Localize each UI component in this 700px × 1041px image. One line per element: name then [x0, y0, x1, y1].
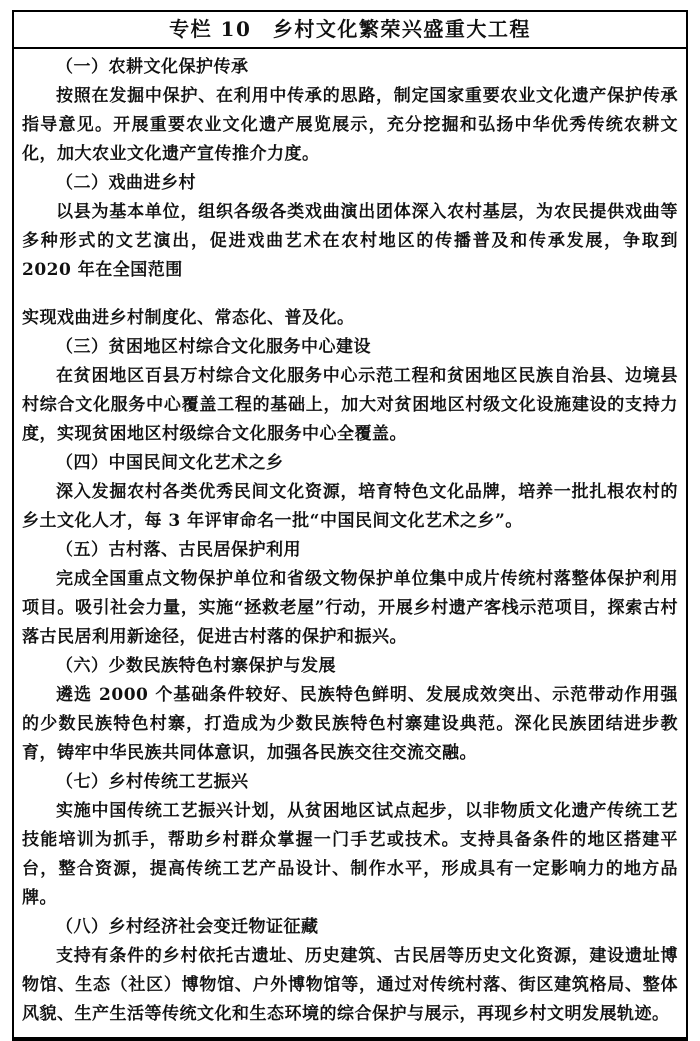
section-heading: （七）乡村传统工艺振兴: [56, 772, 249, 792]
section-body: 支持有条件的乡村依托古遗址、历史建筑、古民居等历史文化资源，建设遗址博物馆、生态（社区）博物馆、户外博物馆等，通过对传统村落、街区建筑格局、整体风貌、生产生活等传统文化和生态环境的综合保护与展示，再现乡村文明发展轨迹。: [22, 946, 678, 1024]
section-7: [22, 768, 678, 913]
section-4: [22, 449, 678, 536]
section-body: 实施中国传统工艺振兴计划，从贫困地区试点起步，以非物质文化遗产传统工艺技能培训为抓手，帮助乡村群众掌握一门手艺或技术。支持具备条件的地区搭建平台，整合资源，提高传统工艺产品设计、制作水平，形成具有一定影响力的地方品牌。: [22, 801, 678, 908]
section-heading: （二）戏曲进乡村: [56, 173, 196, 193]
section-heading: （六）少数民族特色村寨保护与发展: [56, 656, 336, 676]
section-heading: （四）中国民间文化艺术之乡: [56, 453, 284, 473]
section-body: 完成全国重点文物保护单位和省级文物保护单位集中成片传统村落整体保护利用项目。吸引社会力量，实施“拯救老屋”行动，开展乡村遗产客栈示范项目，探索古村落古民居利用新途径，促进古村落的保护和振兴。: [22, 569, 678, 647]
section-6: [22, 652, 678, 768]
section-heading: （一）农耕文化保护传承: [56, 57, 249, 77]
section-3: [22, 333, 678, 449]
panel-body: [14, 49, 686, 1037]
section-5: [22, 536, 678, 652]
section-heading: （五）古村落、古民居保护利用: [56, 540, 301, 560]
section-heading: （八）乡村经济社会变迁物证征藏: [56, 917, 319, 937]
section-body: 以县为基本单位，组织各级各类戏曲演出团体深入农村基层，为农民提供戏曲等多种形式的文艺演出，促进戏曲艺术在农村地区的传播普及和传承发展，争取到 2020 年在全国范围: [22, 202, 678, 280]
section-2: [22, 169, 678, 333]
section-body: 深入发掘农村各类优秀民间文化资源，培育特色文化品牌，培养一批扎根农村的乡土文化人才，每 3 年评审命名一批“中国民间文化艺术之乡”。: [22, 482, 678, 531]
section-body-continued: 实现戏曲进乡村制度化、常态化、普及化。: [22, 308, 355, 328]
section-body: 按照在发掘中保护、在利用中传承的思路，制定国家重要农业文化遗产保护传承指导意见。开展重要农业文化遗产展览展示，充分挖掘和弘扬中华优秀传统农耕文化，加大农业文化遗产宣传推介力度。: [22, 86, 678, 164]
section-heading: （三）贫困地区村综合文化服务中心建设: [56, 337, 371, 357]
section-8: [22, 913, 678, 1029]
section-body: 遴选 2000 个基础条件较好、民族特色鲜明、发展成效突出、示范带动作用强的少数民族特色村寨，打造成为少数民族特色村寨建设典范。深化民族团结进步教育，铸牢中华民族共同体意识，加强各民族交往交流交融。: [22, 685, 678, 763]
section-1: [22, 53, 678, 169]
column-panel: [12, 10, 688, 1041]
section-body: 在贫困地区百县万村综合文化服务中心示范工程和贫困地区民族自治县、边境县村综合文化服务中心覆盖工程的基础上，加大对贫困地区村级文化设施建设的支持力度，实现贫困地区村级综合文化服务中心全覆盖。: [22, 366, 678, 444]
panel-title: 专栏 10 乡村文化繁荣兴盛重大工程: [14, 12, 686, 49]
